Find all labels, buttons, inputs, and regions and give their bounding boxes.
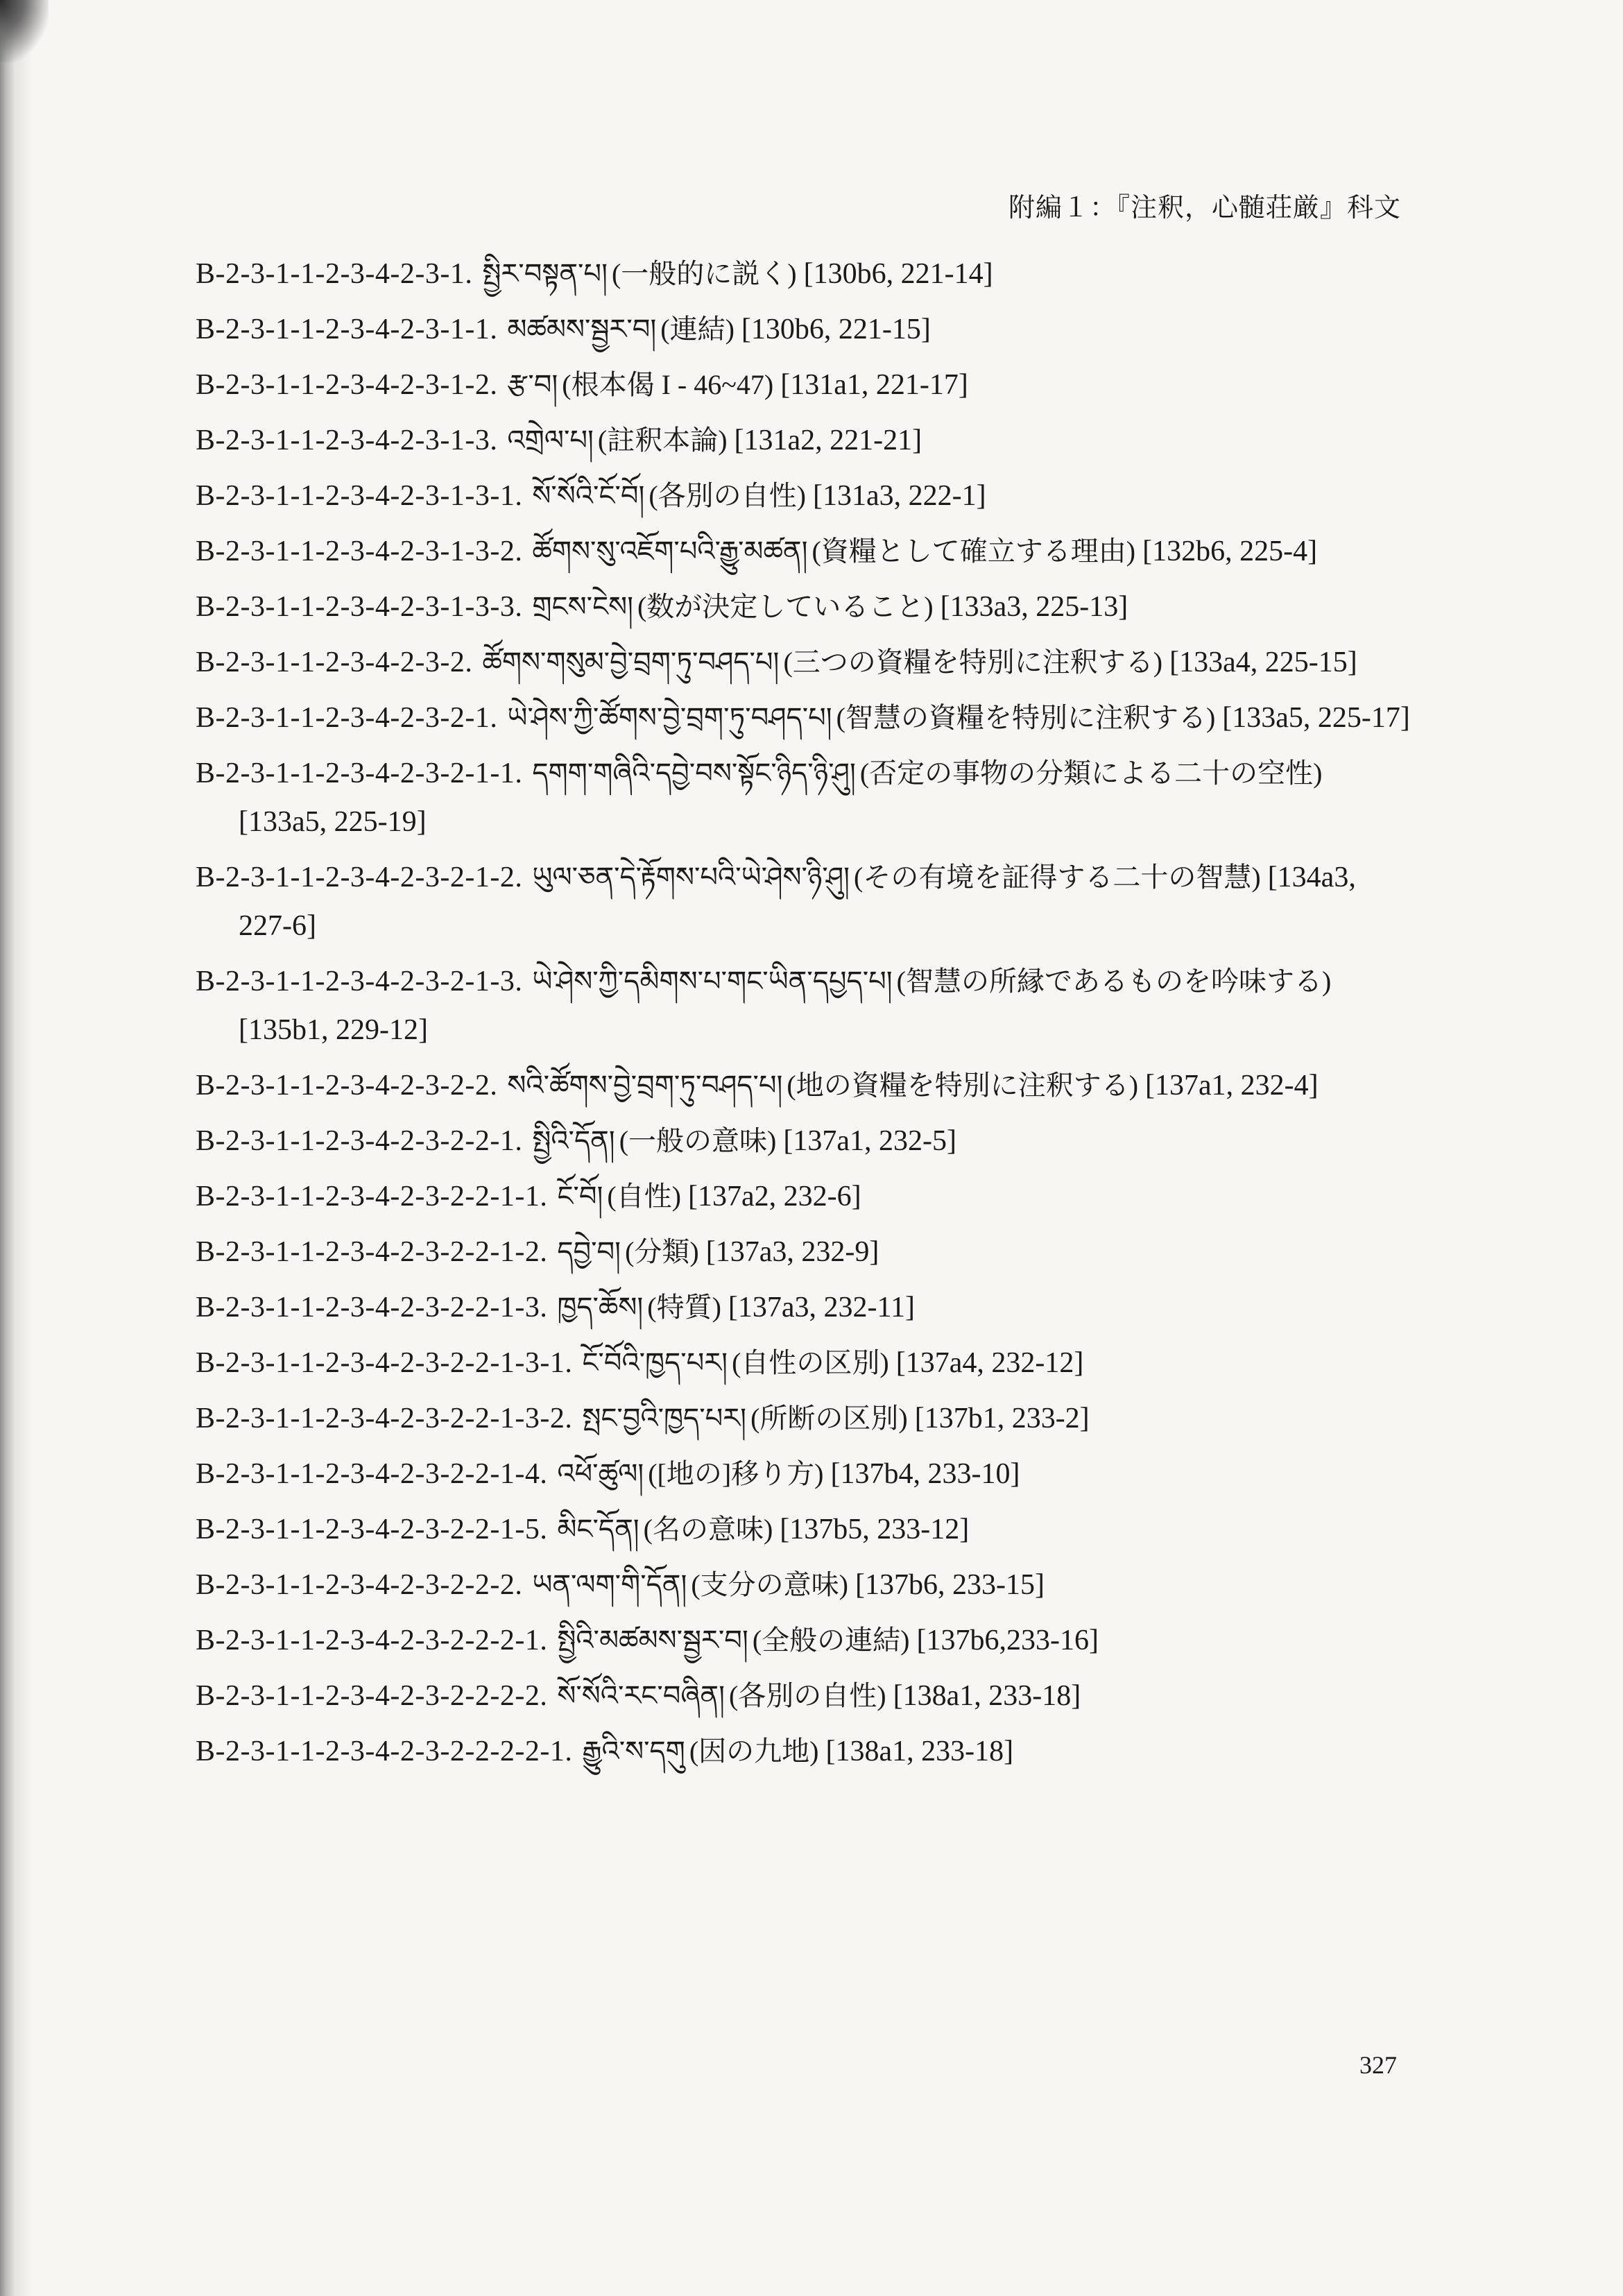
entry-reference: [134a3, 227-6] bbox=[239, 862, 1356, 942]
entry-tibetan: ངོ་བོ། bbox=[557, 1181, 603, 1213]
entry-tibetan: འགྲེལ་པ། bbox=[507, 425, 594, 456]
entry-code: B-2-3-1-1-2-3-4-2-3-2-2-1-5. bbox=[196, 1514, 548, 1545]
entry-japanese: (各別の自性) bbox=[728, 1680, 886, 1711]
entry-tibetan: ཡེ་ཤེས་ཀྱི་དམིགས་པ་གང་ཡིན་དཔྱད་པ། bbox=[532, 966, 893, 997]
outline-entry bbox=[196, 305, 1416, 354]
entry-tibetan: སོ་སོའི་ངོ་བོ། bbox=[532, 480, 645, 512]
outline-entry bbox=[196, 1561, 1416, 1609]
entry-japanese: (智慧の所縁であるものを吟味する) bbox=[896, 966, 1332, 997]
entry-reference: [137b6, 233-15] bbox=[855, 1569, 1045, 1601]
entry-tibetan: སོ་སོའི་རང་བཞིན། bbox=[557, 1680, 725, 1712]
entry-code: B-2-3-1-1-2-3-4-2-3-2-1. bbox=[196, 702, 498, 734]
entry-japanese: (資糧として確立する理由) bbox=[812, 536, 1136, 567]
entry-reference: [137a1, 232-5] bbox=[783, 1125, 956, 1157]
entry-japanese: (特質) bbox=[647, 1292, 721, 1323]
entry-reference: [131a1, 221-17] bbox=[780, 369, 968, 401]
running-header: 附編１：『注釈，心髄荘厳』科文 bbox=[1008, 194, 1401, 223]
entry-code: B-2-3-1-1-2-3-4-2-3-2-2-2-2-1. bbox=[196, 1736, 573, 1767]
outline-entry bbox=[196, 361, 1416, 409]
entry-reference: [138a1, 233-18] bbox=[825, 1736, 1014, 1767]
entry-reference: [133a5, 225-17] bbox=[1222, 702, 1410, 734]
outline-entry bbox=[196, 1394, 1416, 1443]
outline-entry bbox=[196, 1172, 1416, 1221]
entry-code: B-2-3-1-1-2-3-4-2-3-2-2-1-4. bbox=[196, 1458, 548, 1490]
entry-reference: [137b1, 233-2] bbox=[914, 1403, 1090, 1434]
entry-tibetan: སྤྱིའི་མཚམས་སྦྱར་བ། bbox=[557, 1625, 748, 1656]
entry-code: B-2-3-1-1-2-3-4-2-3-2-1-1. bbox=[196, 757, 523, 789]
entry-tibetan: ཚོགས་སུ་འཇོག་པའི་རྒྱུ་མཚན། bbox=[532, 536, 808, 567]
entry-tibetan: འཕོ་ཚུལ། bbox=[557, 1458, 644, 1490]
entry-reference: [137b6,233-16] bbox=[916, 1625, 1099, 1656]
entry-code: B-2-3-1-1-2-3-4-2-3-2. bbox=[196, 646, 473, 678]
entry-reference: [138a1, 233-18] bbox=[893, 1680, 1081, 1712]
outline-entry bbox=[196, 1061, 1416, 1110]
outline-entry bbox=[196, 527, 1416, 576]
entry-tibetan: རྒྱུའི་ས་དགུ bbox=[582, 1736, 685, 1767]
entry-code: B-2-3-1-1-2-3-4-2-3-1-2. bbox=[196, 369, 498, 401]
entry-code: B-2-3-1-1-2-3-4-2-3-2-2-1-1. bbox=[196, 1181, 548, 1213]
entry-tibetan: རྩ་བ། bbox=[507, 369, 558, 401]
entry-japanese: (註釈本論) bbox=[597, 425, 728, 456]
entry-tibetan: ཚོགས་གསུམ་བྱེ་བྲག་ཏུ་བཤད་པ། bbox=[482, 646, 780, 678]
entry-reference: [133a4, 225-15] bbox=[1169, 646, 1357, 678]
entry-reference: [133a3, 225-13] bbox=[940, 591, 1128, 623]
entry-code: B-2-3-1-1-2-3-4-2-3-1-3-2. bbox=[196, 536, 523, 567]
outline-entry bbox=[196, 694, 1416, 742]
entry-japanese: (因の九地) bbox=[689, 1736, 819, 1767]
entry-tibetan: སའི་ཚོགས་བྱེ་བྲག་ཏུ་བཤད་པ། bbox=[507, 1070, 783, 1102]
outline-entry bbox=[196, 749, 1416, 846]
outline-entry bbox=[196, 1616, 1416, 1665]
entry-code: B-2-3-1-1-2-3-4-2-3-1-3-1. bbox=[196, 480, 523, 512]
entry-japanese: (支分の意味) bbox=[691, 1569, 848, 1600]
entry-japanese: (分類) bbox=[625, 1236, 699, 1267]
entry-reference: [137a3, 232-11] bbox=[728, 1292, 915, 1323]
entry-reference: [137b5, 233-12] bbox=[780, 1514, 970, 1545]
entry-tibetan: ཡུལ་ཅན་དེ་རྟོགས་པའི་ཡེ་ཤེས་ཉི་ཤུ། bbox=[532, 862, 850, 893]
entry-tibetan: མིང་དོན། bbox=[557, 1514, 639, 1545]
entry-reference: [137a4, 232-12] bbox=[895, 1347, 1084, 1379]
entry-japanese: (名の意味) bbox=[643, 1514, 773, 1545]
entry-reference: [131a2, 221-21] bbox=[734, 425, 922, 456]
entry-tibetan: ཡན་ལག་གི་དོན། bbox=[532, 1569, 687, 1601]
entry-code: B-2-3-1-1-2-3-4-2-3-2-2-1. bbox=[196, 1125, 523, 1157]
entry-tibetan: ཡེ་ཤེས་ཀྱི་ཚོགས་བྱེ་བྲག་ཏུ་བཤད་པ། bbox=[507, 702, 832, 734]
entry-code: B-2-3-1-1-2-3-4-2-3-2-2. bbox=[196, 1070, 498, 1102]
entry-code: B-2-3-1-1-2-3-4-2-3-2-1-3. bbox=[196, 966, 523, 997]
entry-reference: [137a1, 232-4] bbox=[1145, 1070, 1319, 1102]
entry-japanese: (自性) bbox=[607, 1181, 681, 1212]
outline-entry bbox=[196, 1228, 1416, 1276]
entry-tibetan: སྤང་བྱའི་ཁྱད་པར། bbox=[582, 1403, 747, 1434]
entry-japanese: (自性の区別) bbox=[732, 1347, 889, 1378]
entry-code: B-2-3-1-1-2-3-4-2-3-2-2-2. bbox=[196, 1569, 523, 1601]
entry-code: B-2-3-1-1-2-3-4-2-3-2-2-2-2. bbox=[196, 1680, 548, 1712]
entry-code: B-2-3-1-1-2-3-4-2-3-2-2-1-3-2. bbox=[196, 1403, 573, 1434]
entry-japanese: (三つの資糧を特別に注釈する) bbox=[783, 646, 1163, 678]
entry-reference: [137a3, 232-9] bbox=[705, 1236, 879, 1268]
entry-japanese: (地の資糧を特別に注釈する) bbox=[787, 1070, 1139, 1101]
entry-tibetan: ངོ་བོའི་ཁྱད་པར། bbox=[582, 1347, 728, 1379]
entry-code: B-2-3-1-1-2-3-4-2-3-1-3. bbox=[196, 425, 498, 456]
entry-japanese: ([地の]移り方) bbox=[648, 1458, 824, 1489]
entry-reference: [130b6, 221-14] bbox=[803, 258, 993, 290]
entry-code: B-2-3-1-1-2-3-4-2-3-2-2-2-1. bbox=[196, 1625, 548, 1656]
outline-entry bbox=[196, 1339, 1416, 1387]
entry-japanese: (一般的に説く) bbox=[611, 258, 797, 289]
entry-code: B-2-3-1-1-2-3-4-2-3-2-1-2. bbox=[196, 862, 523, 893]
scan-edge-shadow bbox=[0, 0, 33, 2296]
page-number: 327 bbox=[1359, 2051, 1397, 2079]
entry-code: B-2-3-1-1-2-3-4-2-3-2-2-1-3-1. bbox=[196, 1347, 573, 1379]
entry-japanese: (否定の事物の分類による二十の空性) bbox=[859, 757, 1323, 789]
entry-reference: [137b4, 233-10] bbox=[830, 1458, 1020, 1490]
entry-japanese: (一般の意味) bbox=[619, 1125, 777, 1156]
entry-japanese: (連結) bbox=[660, 314, 735, 345]
entry-tibetan: དགག་གཞིའི་དབྱེ་བས་སྟོང་ཉིད་ཉི་ཤུ། bbox=[532, 757, 856, 789]
entry-code: B-2-3-1-1-2-3-4-2-3-2-2-1-2. bbox=[196, 1236, 548, 1268]
outline-entry bbox=[196, 472, 1416, 520]
outline-entry bbox=[196, 638, 1416, 687]
outline-entry bbox=[196, 250, 1416, 298]
entry-code: B-2-3-1-1-2-3-4-2-3-1-3-3. bbox=[196, 591, 523, 623]
entry-tibetan: དབྱེ་བ། bbox=[557, 1236, 621, 1268]
entry-reference: [132b6, 225-4] bbox=[1142, 536, 1318, 567]
entry-code: B-2-3-1-1-2-3-4-2-3-2-2-1-3. bbox=[196, 1292, 548, 1323]
entry-japanese: (根本偈 I - 46~47) bbox=[562, 369, 774, 400]
entry-reference: [130b6, 221-15] bbox=[741, 314, 931, 345]
entry-tibetan: གྲངས་ངེས། bbox=[532, 591, 633, 623]
entry-reference: [137a2, 232-6] bbox=[687, 1181, 861, 1213]
outline-entry bbox=[196, 1727, 1416, 1776]
entry-tibetan: ཁྱད་ཆོས། bbox=[557, 1292, 644, 1323]
outline-entry bbox=[196, 1117, 1416, 1165]
entry-japanese: (各別の自性) bbox=[649, 480, 806, 511]
outline-entry bbox=[196, 1672, 1416, 1720]
entry-reference: [135b1, 229-12] bbox=[239, 1014, 428, 1046]
entry-reference: [131a3, 222-1] bbox=[813, 480, 986, 512]
entry-tibetan: སྤྱིའི་དོན། bbox=[532, 1125, 615, 1157]
outline-list bbox=[196, 250, 1416, 1783]
scan-corner-shadow bbox=[0, 0, 49, 62]
outline-entry bbox=[196, 1450, 1416, 1498]
outline-entry bbox=[196, 583, 1416, 631]
entry-japanese: (全般の連結) bbox=[752, 1625, 910, 1656]
outline-entry bbox=[196, 1505, 1416, 1554]
entry-tibetan: མཚམས་སྦྱར་བ། bbox=[507, 314, 657, 345]
entry-code: B-2-3-1-1-2-3-4-2-3-1. bbox=[196, 258, 473, 290]
outline-entry bbox=[196, 853, 1416, 950]
outline-entry bbox=[196, 957, 1416, 1054]
entry-reference: [133a5, 225-19] bbox=[239, 806, 427, 838]
entry-japanese: (智慧の資糧を特別に注釈する) bbox=[836, 702, 1216, 733]
entry-code: B-2-3-1-1-2-3-4-2-3-1-1. bbox=[196, 314, 498, 345]
entry-japanese: (その有境を証得する二十の智慧) bbox=[854, 862, 1261, 893]
outline-entry bbox=[196, 416, 1416, 465]
entry-japanese: (数が決定していること) bbox=[637, 591, 934, 622]
entry-japanese: (所断の区別) bbox=[750, 1403, 908, 1434]
outline-entry bbox=[196, 1283, 1416, 1332]
entry-tibetan: སྤྱིར་བསྟན་པ། bbox=[482, 258, 608, 290]
